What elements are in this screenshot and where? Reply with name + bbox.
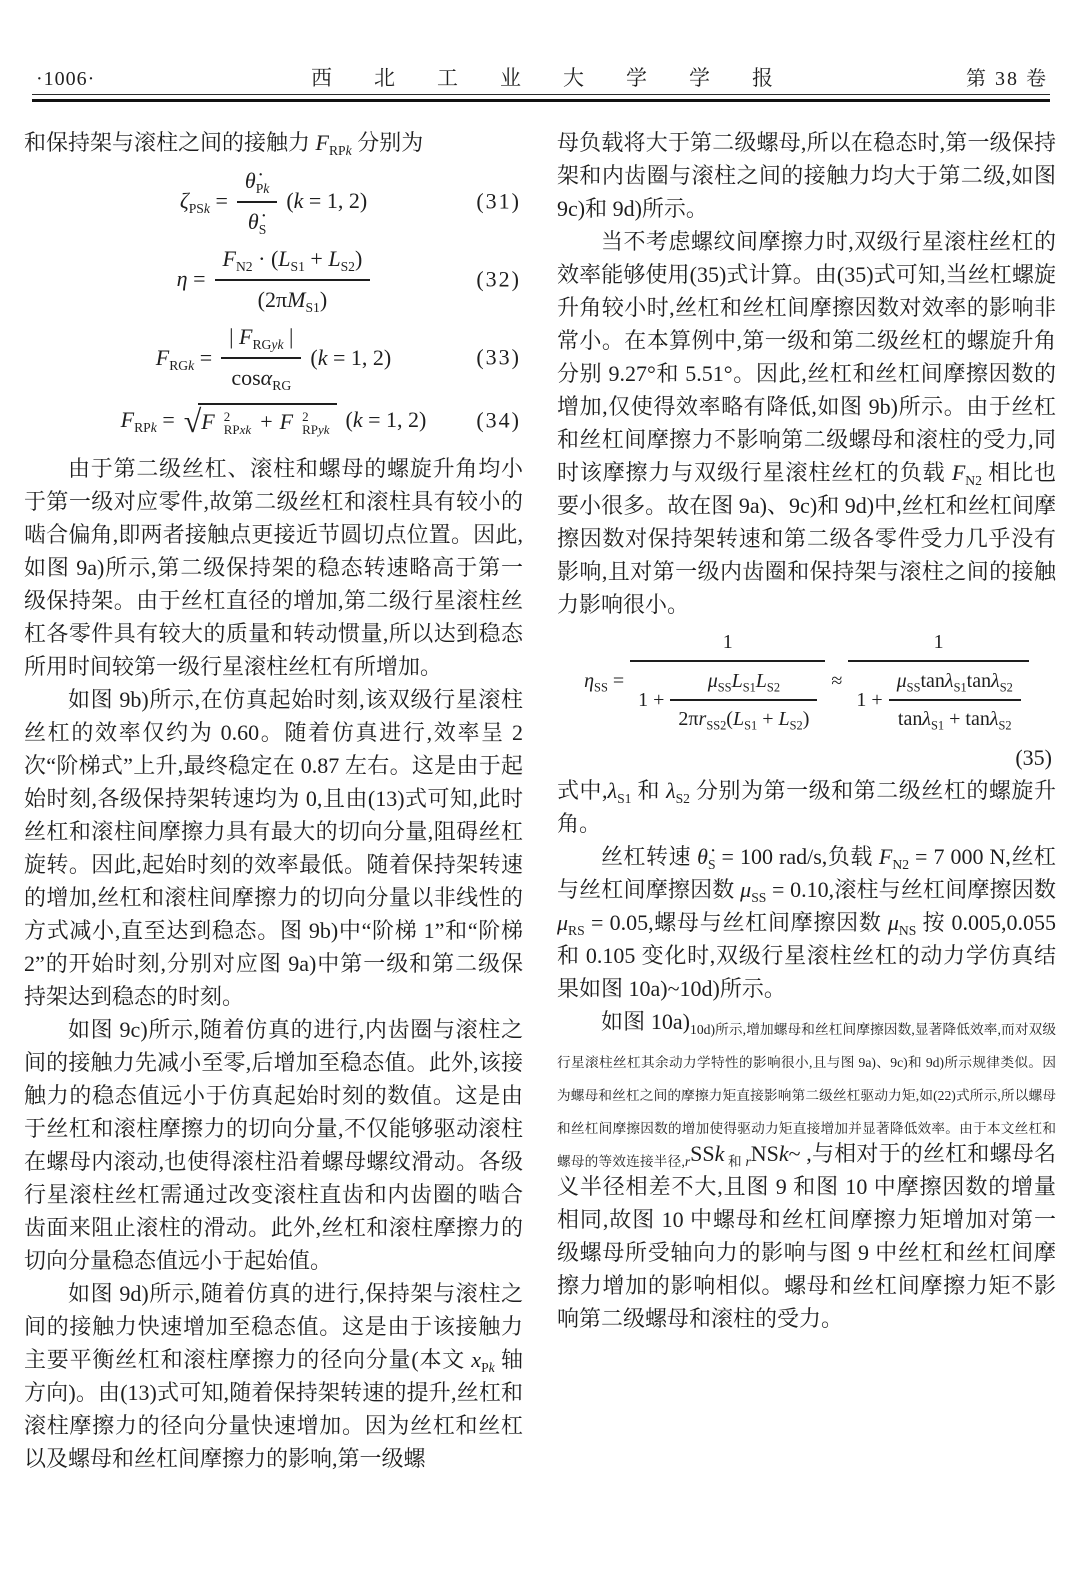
- eq33-lhs: $F_{RGk}$ =: [155, 344, 213, 373]
- eq34-term1-sub: RPxk: [223, 421, 252, 437]
- radical-sign: √: [183, 402, 202, 439]
- equation-35-body: [584, 628, 1029, 734]
- equation-33: [24, 322, 523, 393]
- two-column-body: [24, 126, 1056, 1475]
- eq35-f2-inner-fraction: [889, 667, 1021, 733]
- paragraph: 如图 9c)所示,随着仿真的进行,内齿圈与滚柱之间的接触力先减小至零,后增加至稳态值。此外,该接触力的稳态值远小于仿真起始时刻的数值。这是由于丝杠和滚柱摩擦力的切向分量,不仅能够驱动滚柱在螺母内滚动,也使得滚柱沿着螺母螺纹滑动。各级行星滚柱丝杠需通过改变滚柱直齿和内齿圈的啮合齿面来阻止滚柱的滑动。此外,丝杠和滚柱摩擦力的切向分量稳态值远小于起始值。: [24, 1016, 523, 1273]
- volume-label: 第 38 卷: [966, 68, 1048, 90]
- eq31-condition: (k = 1, 2): [286, 188, 368, 214]
- paragraph-continued: 母负载将大于第二级螺母,所以在稳态时,第一级保持架和内齿圈与滚柱之间的接触力均大于第二级,如图 9c)和 9d)所示。: [557, 130, 1056, 221]
- eq34-lhs: $F_{RPk}$ =: [120, 407, 175, 436]
- eq35-f1-inner-den: $2\pi r_{SS2}(L_{S1} + L_{S2})$: [678, 708, 810, 733]
- header-rule: [32, 94, 1050, 102]
- eq34-term1-supsub: [224, 410, 251, 436]
- eq34-term2-supsub: [302, 410, 329, 436]
- eq35-f1-numerator: 1: [630, 628, 825, 662]
- radicand: [198, 403, 336, 439]
- eq35-fraction-1: [630, 628, 825, 734]
- eq35-f1-inner-num: $\mu_{SS}L_{S1}L_{S2}$: [670, 667, 817, 701]
- eq34-condition: (k = 1, 2): [345, 407, 427, 433]
- plus-operator: +: [260, 409, 273, 435]
- eq32-fraction: [215, 244, 371, 315]
- eq35-f2-denominator: [848, 662, 1029, 734]
- eq35-lhs: $\eta_{SS}$ =: [584, 670, 625, 695]
- eq32-number: (32): [476, 266, 521, 292]
- eq33-fraction: [221, 322, 301, 393]
- eq33-number: (33): [476, 344, 521, 370]
- square-root: [184, 403, 337, 439]
- page-header: [36, 62, 1048, 92]
- eq33-numerator: | $F_{RGyk}$ |: [221, 322, 301, 359]
- eq31-lhs: $\zeta_{PSk}$ =: [179, 188, 228, 217]
- eq31-number: (31): [476, 188, 521, 214]
- eq34-term1-sup: 2: [223, 408, 231, 424]
- eq35-fraction-2: [848, 628, 1029, 734]
- paragraph-continued: 和保持架与滚柱之间的接触力 $F_{RPk}$ 分别为: [24, 130, 424, 158]
- paragraph: 当不考虑螺纹间摩擦力时,双级行星滚柱丝杠的效率能够使用(35)式计算。由(35)式可知,当丝杠螺旋升角较小时,丝杠和丝杠间摩擦因数对效率的影响非常小。在本算例中,第一级和第二级丝杠的螺旋升角分别 9.27°和 5.51°。因此,丝杠和丝杠间摩擦因数的增加,仅使得效率略有降低,如图 9b)所示。由于丝杠和丝杠间摩擦力不影响第二级螺母和滚柱的受力,同时该摩擦力与双级行星滚柱丝杠的负载 $F_{N2}$ 相比也要小很多。故在图 9a)、9c)和 9d)中,丝杠和丝杠间摩擦因数对保持架转速和第二级各零件受力几乎没有影响,且对第一级内齿圈和保持架与滚柱之间的接触力影响很小。: [557, 229, 1056, 617]
- eq35-f1-prefix: 1 +: [638, 689, 665, 711]
- equation-34-body: [121, 403, 427, 439]
- eq35-f2-inner-den: tanλ$_{S1}$ + tanλ$_{S2}$: [897, 708, 1012, 733]
- eq35-f2-numerator: 1: [848, 628, 1029, 662]
- paragraph: 如图 $10a)_{10d)所示,增加螺母和丝杠间摩擦因数,显著降低效率,而对双级行星滚柱丝杠其余动力学特性的影响很小,且与图 9a)、9c)和 9d)所示规律类似。因为螺母和丝杠之间的摩擦力矩直接影响第二级丝杠驱动力矩,如(22)式所示,所以螺母和丝杠间摩擦因数的增加使得驱动力矩直接增加并显著降低效率。由于本文丝杠和螺母的等效连接半径,r}SSk$ $_{和 r}$NSk~ ,与相对于的丝杠和螺母名义半径相差不大,且图 9 和图 10 中摩擦因数的增量相同,故图 10 中螺母和丝杠间摩擦力矩增加对第一级螺母所受轴向力的影响与图 9 中丝杠和丝杠间摩擦力增加的影响相似。螺母和丝杠间摩擦力矩不影响第二级螺母和滚柱的受力。: [557, 1009, 1057, 1331]
- eq32-numerator: $F_{N2} \cdot (L_{S1} + L_{S2})$: [215, 244, 371, 281]
- paragraph: 丝杠转速 $\thetȧ_S = 100$ rad/s,负载 $F_{N2} = 7$ 000 N,丝杠与丝杠间摩擦因数 $\mu_{SS} = 0.10$,滚柱与丝杠间摩擦因数 $\mu_{RS} = 0.05$,螺母与丝杠间摩擦因数 $\mu_{NS}$ 按 0.005,0.055 和 0.105 变化时,双级行星滚柱丝杠的动力学仿真结果如图 10a)~10d)所示。: [557, 844, 1056, 1001]
- equation-35: [557, 628, 1056, 734]
- eq34-number: (34): [476, 407, 521, 433]
- right-column: [557, 126, 1056, 1475]
- eq32-denominator: $(2\pi M_{S1})$: [257, 286, 328, 315]
- paragraph: 由于第二级丝杠、滚柱和螺母的螺旋升角均小于第一级对应零件,故第二级丝杠和滚柱具有较小的啮合偏角,即两者接触点更接近节圆切点位置。因此,如图 9a)所示,第二级保持架的稳态转速略高于第一级保持架。由于丝杠直径的增加,第二级行星滚柱丝杠各零件具有较大的质量和转动惯量,所以达到稳态所用时间较第一级行星滚柱丝杠有所增加。: [24, 455, 523, 679]
- eq31-fraction: [237, 166, 277, 237]
- equation-32-body: [177, 244, 371, 315]
- journal-title: 西北工业大学学报: [311, 66, 815, 90]
- paragraph: 如图 9b)所示,在仿真起始时刻,该双级行星滚柱丝杠的效率仅约为 0.60。随着仿真进行,效率呈 2 次“阶梯式”上升,最终稳定在 0.87 左右。这是由于起始时刻,各级保持架转速均为 0,且由(13)式可知,此时丝杠和滚柱间摩擦力具有最大的切向分量,阻碍丝杠旋转。因此,起始时刻的效率最低。随着保持架转速的增加,丝杠和滚柱间摩擦力的切向分量以非线性的方式减小,直至达到稳态。图 9b)中“阶梯 1”和“阶梯 2”的开始时刻,分别对应图 9a)中第一级和第二级保持架达到稳态的时刻。: [24, 686, 523, 1009]
- left-column: [24, 126, 523, 1475]
- eq35-f1-denominator: [630, 662, 825, 734]
- eq32-lhs: η =: [176, 266, 206, 292]
- eq35-f2-prefix: 1 +: [856, 689, 883, 711]
- eq34-term2-sup: 2: [302, 408, 309, 424]
- equation-31: [24, 166, 523, 237]
- equation-34: [24, 401, 523, 441]
- paragraph: 如图 9d)所示,随着仿真的进行,保持架与滚柱之间的接触力快速增加至稳态值。这是由于该接触力主要平衡丝杠和滚柱摩擦力的径向分量(本文 $x_{Pk}$ 轴方向)。由(13)式可知,随着保持架转速的提升,丝杠和滚柱摩擦力的径向分量快速增加。因为丝杠和丝杠以及螺母和丝杠间摩擦力的影响,第一级螺: [24, 1280, 523, 1471]
- eq31-denominator: $\thetȧ_S$: [247, 208, 267, 237]
- eq33-denominator: cosα$_{RG}$: [231, 364, 292, 393]
- eq34-term2-sub: RPyk: [302, 421, 330, 437]
- equation-33-body: [156, 322, 392, 393]
- eq35-f2-inner-num: $\mu_{SS}\tan\lambda_{S1}\tan\lambda_{S2}$: [889, 667, 1021, 701]
- page-number: ·1006·: [36, 68, 96, 90]
- eq34-term1-base: F: [201, 409, 215, 435]
- eq35-f1-inner-fraction: [670, 667, 817, 733]
- eq35-number: (35): [1015, 745, 1052, 770]
- eq33-condition: (k = 1, 2): [310, 344, 392, 370]
- equation-32: [24, 244, 523, 315]
- paragraph-continued: 式中$,\lambda_{S1}$ 和 $\lambda_{S2}$ 分别为第一级和第二级丝杠的螺旋升角。: [557, 778, 1056, 836]
- equation-31-body: [180, 166, 367, 237]
- eq31-numerator: $\thetȧ_{Pk}$: [237, 166, 277, 203]
- eq34-term2-base: F: [279, 409, 294, 435]
- approx-sign: ≈: [831, 670, 843, 692]
